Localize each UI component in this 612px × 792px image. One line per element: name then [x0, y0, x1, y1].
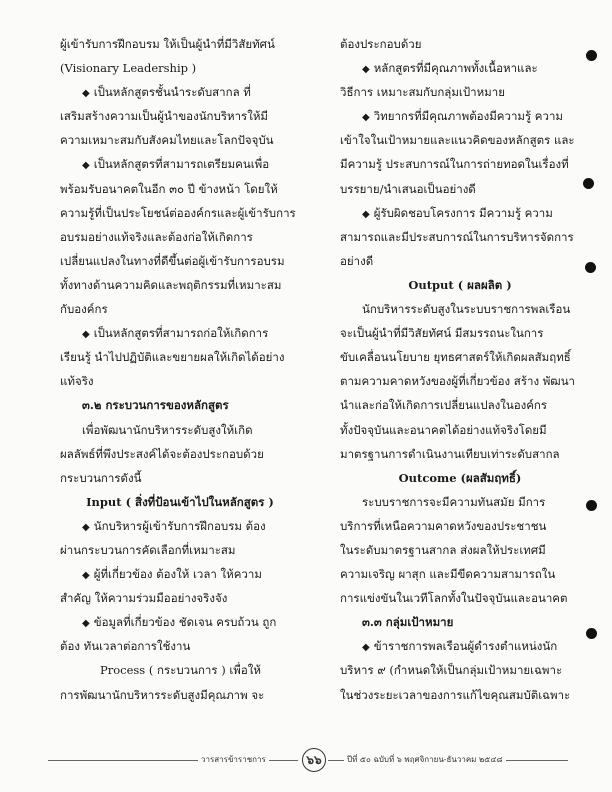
- line-text: จะเป็นผู้นำที่มีวิสัยทัศน์ มีสมรรถนะในการ: [340, 326, 544, 341]
- left-column-line: [60, 249, 300, 273]
- line-text: กระบวนการดังนี้: [60, 470, 142, 485]
- line-text: บริหาร ๙ (กำหนดให้เป็นกลุ่มเป้าหมายเฉพาะ: [340, 663, 563, 678]
- line-text: เป็นหลักสูตรชั้นนำระดับสากล ที่: [93, 85, 251, 100]
- line-text: ต้อง ทันเวลาต่อการใช้งาน: [60, 639, 191, 654]
- line-text: เป็นหลักสูตรที่สามารถก่อให้เกิดการ: [93, 326, 269, 341]
- line-text: Input ( สิ่งที่ป้อนเข้าไปในหลักสูตร ): [86, 494, 274, 509]
- line-text: ระบบราชการจะมีความทันสมัย มีการ: [362, 494, 546, 509]
- line-text: ผลลัพธ์ที่พึงประสงค์ได้จะต้องประกอบด้วย: [60, 446, 264, 461]
- right-column-line: [340, 201, 580, 225]
- left-column-line: [60, 273, 300, 297]
- line-text: ผู้รับผิดชอบโครงการ มีความรู้ ความ: [373, 205, 553, 220]
- line-text: ความเหมาะสมกับสังคมไทยและโลกปัจจุบัน: [60, 133, 274, 148]
- line-text: ข้าราชการพลเรือนผู้ดำรงตำแหน่งนัก: [373, 639, 558, 654]
- right-column-line: [340, 442, 580, 466]
- right-column-line: [340, 249, 580, 273]
- left-column-line: [60, 297, 300, 321]
- line-text: เข้าใจในเป้าหมายและแนวคิดของหลักสูตร และ: [340, 133, 575, 148]
- footer-journal-name: วารสารข้าราชการ: [198, 753, 269, 766]
- right-column-line: [340, 562, 580, 586]
- right-column-line: [340, 80, 580, 104]
- left-column-line: [60, 466, 300, 490]
- left-column-line: [60, 442, 300, 466]
- diamond-bullet-icon: ◆: [362, 208, 370, 220]
- left-column-line: [60, 56, 300, 80]
- binder-hole-bottom: [586, 628, 597, 639]
- right-column-line: [340, 273, 580, 297]
- line-text: ผ่านกระบวนการคัดเลือกที่เหมาะสม: [60, 542, 236, 557]
- binder-hole-middle: [585, 262, 596, 273]
- line-text: นำและก่อให้เกิดการเปลี่ยนแปลงในองค์กร: [340, 398, 548, 413]
- line-text: อย่างดี: [340, 253, 374, 268]
- right-column-line: [340, 152, 580, 176]
- diamond-bullet-icon: ◆: [82, 521, 90, 533]
- right-column-line: [340, 225, 580, 249]
- line-text: ขับเคลื่อนนโยบาย ยุทธศาสตร์ให้เกิดผลสัมฤทธิ์: [340, 350, 571, 365]
- right-column-line: [340, 56, 580, 80]
- left-column-line: [60, 201, 300, 225]
- right-column-line: [340, 538, 580, 562]
- line-text: ในช่วงระยะเวลาของการแก้ไขคุณสมบัติเฉพาะ: [340, 687, 571, 702]
- right-column-line: [340, 177, 580, 201]
- line-text: ข้อมูลที่เกี่ยวข้อง ชัดเจน ครบถ้วน ถูก: [93, 615, 277, 630]
- line-text: หลักสูตรที่มีคุณภาพทั้งเนื้อหาและ: [373, 61, 538, 76]
- right-column-line: [340, 321, 580, 345]
- left-column: [60, 32, 300, 707]
- right-column-line: [340, 514, 580, 538]
- right-column-line: [340, 393, 580, 417]
- line-text: ทั้งทางด้านความคิดและพฤติกรรมที่เหมาะสม: [60, 277, 282, 292]
- line-text: Outcome (ผลสัมฤทธิ์): [398, 470, 522, 485]
- line-text: สำคัญ ให้ความร่วมมืออย่างจริงจัง: [60, 591, 228, 606]
- footer-issue-info: ปีที่ ๕๐ ฉบับที่ ๖ พฤศจิกายน-ธันวาคม ๒๕๔๘: [344, 753, 506, 766]
- line-text: เรียนรู้ นำไปปฏิบัติและขยายผลให้เกิดได้อย่าง: [60, 350, 285, 365]
- right-column-line: [340, 466, 580, 490]
- line-text: นักบริหารระดับสูงในระบบราชการพลเรือน: [362, 302, 571, 317]
- right-column-line: [340, 610, 580, 634]
- line-text: Process ( กระบวนการ ) เพื่อให้: [100, 663, 261, 678]
- line-text: เพื่อพัฒนานักบริหารระดับสูงให้เกิด: [82, 422, 253, 437]
- line-text: นักบริหารผู้เข้ารับการฝึกอบรม ต้อง: [93, 518, 266, 533]
- line-text: ผู้เข้ารับการฝึกอบรม ให้เป็นผู้นำที่มีวิสัยทัศน์: [60, 37, 275, 51]
- line-text: เสริมสร้างความเป็นผู้นำของนักบริหารให้มี: [60, 109, 268, 124]
- line-text: วิทยากรที่มีคุณภาพต้องมีความรู้ ความ: [373, 109, 563, 124]
- line-text: วิธีการ เหมาะสมกับกลุ่มเป้าหมาย: [340, 85, 505, 100]
- line-text: พร้อมรับอนาคตในอีก ๓๐ ปี ข้างหน้า โดยให้: [60, 181, 278, 196]
- left-column-line: [60, 369, 300, 393]
- left-column-line: [60, 177, 300, 201]
- line-text: แท้จริง: [60, 374, 94, 389]
- left-column-line: [60, 562, 300, 586]
- line-text: Output ( ผลผลิต ): [408, 277, 512, 292]
- left-column-line: [60, 418, 300, 442]
- left-column-line: [60, 490, 300, 514]
- diamond-bullet-icon: ◆: [82, 329, 90, 341]
- line-text: อบรมอย่างแท้จริงและต้องก่อให้เกิดการ: [60, 229, 253, 244]
- right-column-line: [340, 345, 580, 369]
- left-column-line: [60, 610, 300, 634]
- line-text: มาตรฐานการดำเนินงานเทียบเท่าระดับสากล: [340, 446, 560, 461]
- line-text: บรรยาย/นำเสนอเป็นอย่างดี: [340, 181, 476, 196]
- line-text: บริการที่เหนือความคาดหวังของประชาชน: [340, 518, 547, 533]
- left-column-line: [60, 345, 300, 369]
- left-column-line: [60, 658, 300, 682]
- left-column-line: [60, 128, 300, 152]
- line-text: ความเจริญ ผาสุก และมีขีดความสามารถใน: [340, 567, 556, 582]
- left-column-line: [60, 321, 300, 345]
- left-column-line: [60, 538, 300, 562]
- line-text: ทั้งปัจจุบันและอนาคตได้อย่างแท้จริงโดยมี: [340, 422, 547, 437]
- page-number: ๖๖: [302, 748, 326, 772]
- line-text: ผู้ที่เกี่ยวข้อง ต้องให้ เวลา ให้ความ: [93, 567, 262, 582]
- line-text: ความรู้ที่เป็นประโยชน์ต่อองค์กรและผู้เข้ารับการ: [60, 205, 296, 220]
- left-column-line: [60, 393, 300, 417]
- right-column-line: [340, 418, 580, 442]
- diamond-bullet-icon: ◆: [82, 570, 90, 582]
- left-column-line: [60, 32, 300, 56]
- left-column-line: [60, 634, 300, 658]
- line-text: ตามความคาดหวังของผู้ที่เกี่ยวข้อง สร้าง พัฒนา: [340, 374, 576, 389]
- diamond-bullet-icon: ◆: [362, 642, 370, 654]
- right-column-line: [340, 32, 580, 56]
- line-text: การแข่งขันในเวทีโลกทั้งในปัจจุบันและอนาคต: [340, 591, 568, 606]
- right-column-line: [340, 634, 580, 658]
- right-column-line: [340, 658, 580, 682]
- line-text: กับองค์กร: [60, 302, 108, 317]
- line-text: ๓.๓ กลุ่มเป้าหมาย: [362, 615, 454, 630]
- diamond-bullet-icon: ◆: [362, 112, 370, 124]
- right-column-line: [340, 369, 580, 393]
- line-text: ในระดับมาตรฐานสากล ส่งผลให้ประเทศมี: [340, 542, 546, 557]
- right-column-line: [340, 586, 580, 610]
- diamond-bullet-icon: ◆: [82, 160, 90, 172]
- line-text: สามารถและมีประสบการณ์ในการบริหารจัดการ: [340, 229, 574, 244]
- right-column-line: [340, 297, 580, 321]
- diamond-bullet-icon: ◆: [362, 64, 370, 76]
- right-column-line: [340, 490, 580, 514]
- binder-hole-lower: [586, 500, 597, 511]
- diamond-bullet-icon: ◆: [82, 618, 90, 630]
- binder-hole-top: [586, 50, 597, 61]
- left-column-line: [60, 80, 300, 104]
- right-column-line: [340, 104, 580, 128]
- line-text: มีความรู้ ประสบการณ์ในการถ่ายทอดในเรื่องที่: [340, 157, 569, 172]
- right-column: [340, 32, 580, 707]
- binder-hole-upper: [583, 178, 594, 189]
- left-column-line: [60, 225, 300, 249]
- left-column-line: [60, 683, 300, 707]
- right-column-line: [340, 128, 580, 152]
- left-column-line: [60, 152, 300, 176]
- left-column-line: [60, 514, 300, 538]
- line-text: การพัฒนานักบริหารระดับสูงมีคุณภาพ จะ: [60, 687, 265, 702]
- page-footer: [48, 748, 568, 774]
- left-column-line: [60, 586, 300, 610]
- diamond-bullet-icon: ◆: [82, 88, 90, 100]
- line-text: เป็นหลักสูตรที่สามารถเตรียมคนเพื่อ: [93, 157, 270, 172]
- line-text: (Visionary Leadership ): [60, 61, 197, 76]
- line-text: เปลี่ยนแปลงในทางที่ดีขึ้นต่อผู้เข้ารับการอบรม: [60, 253, 285, 268]
- line-text: ๓.๒ กระบวนการของหลักสูตร: [82, 398, 229, 413]
- line-text: ต้องประกอบด้วย: [340, 37, 422, 51]
- left-column-line: [60, 104, 300, 128]
- right-column-line: [340, 683, 580, 707]
